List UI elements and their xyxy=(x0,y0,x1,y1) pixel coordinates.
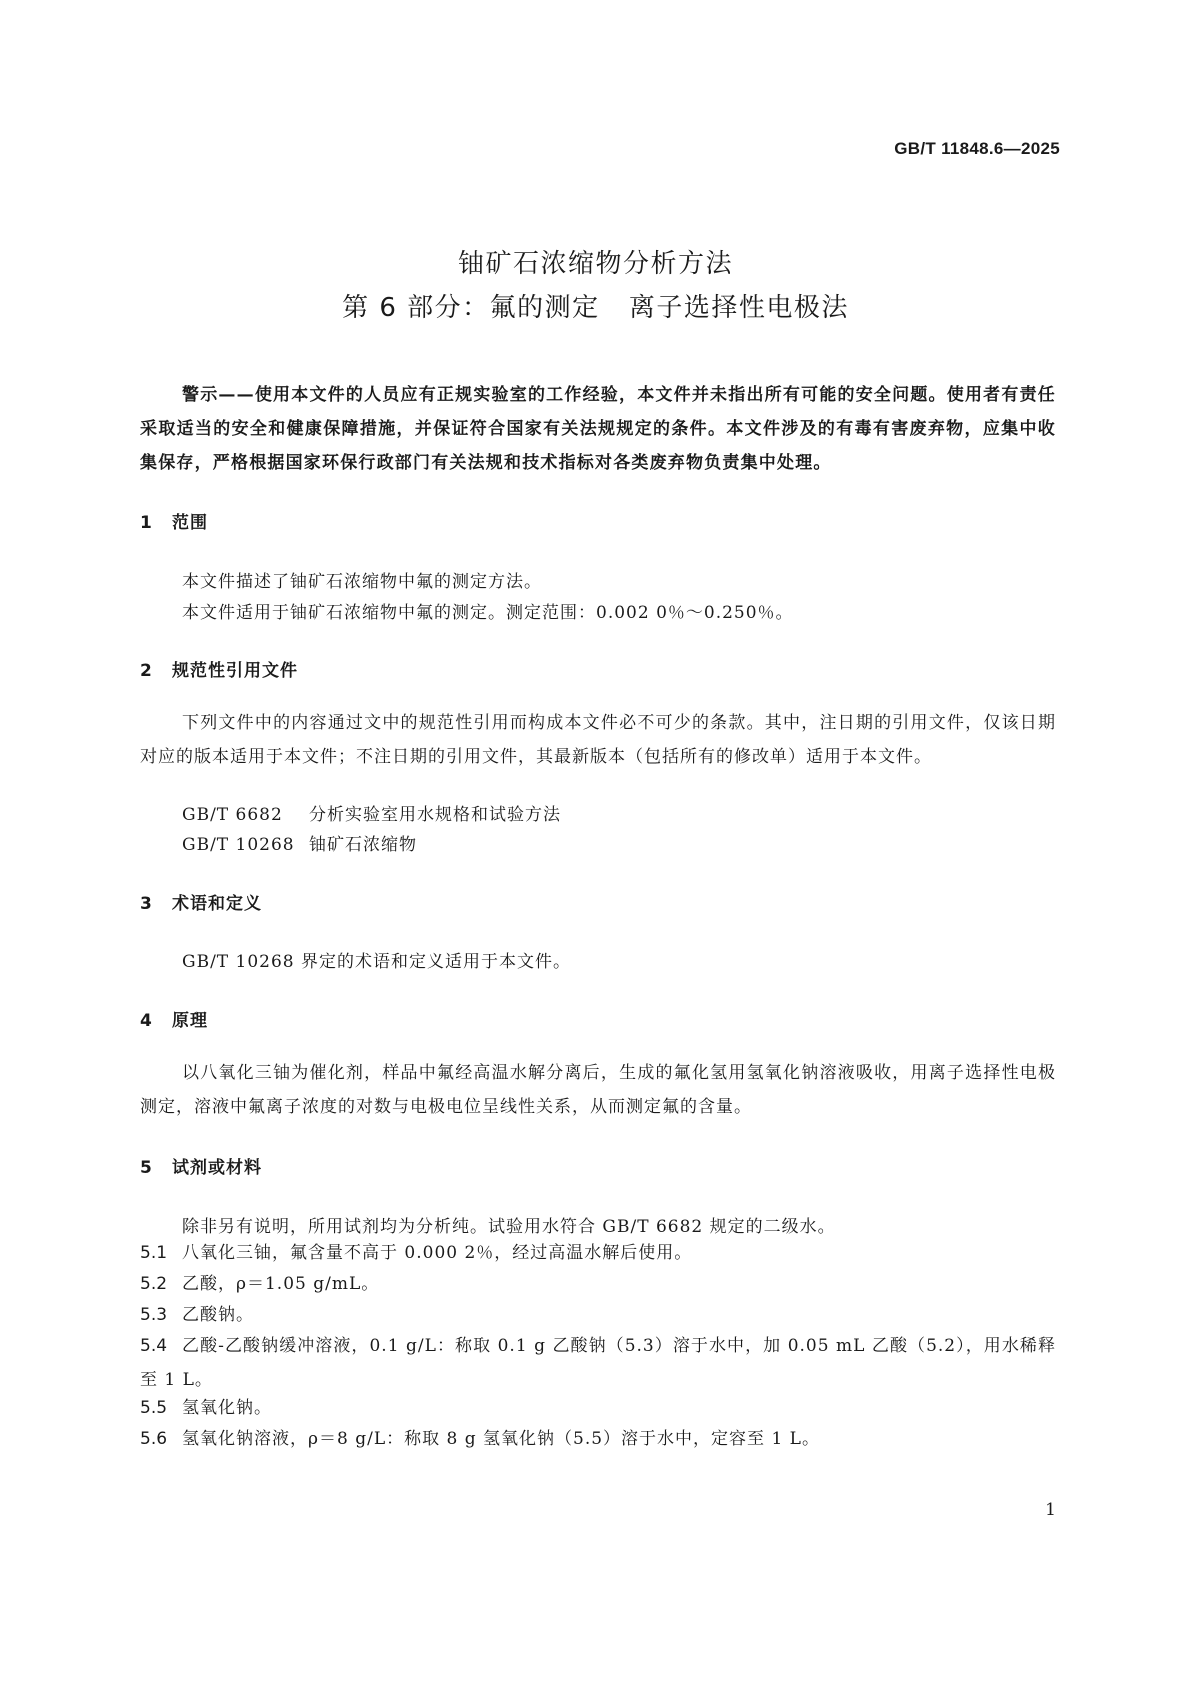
section-title: 试剂或材料 xyxy=(172,1158,262,1178)
reagent-text: 乙酸-乙酸钠缓冲溶液，0.1 g/L：称取 0.1 g 乙酸钠（5.3）溶于水中，加 0.05 mL 乙酸（5.2），用水稀释至 1 L。 xyxy=(140,1336,1056,1390)
section-number: 3 xyxy=(140,894,153,914)
section-number: 1 xyxy=(140,513,153,533)
reagent-item xyxy=(140,1298,1056,1332)
reagents-paragraph: 除非另有说明，所用试剂均为分析纯。试验用水符合 GB/T 6682 规定的二级水。 xyxy=(182,1217,836,1237)
reagent-number: 5.4 xyxy=(140,1336,168,1356)
reagent-number: 5.6 xyxy=(140,1429,168,1449)
terms-paragraph: GB/T 10268 界定的术语和定义适用于本文件。 xyxy=(182,952,572,972)
reagent-number: 5.5 xyxy=(140,1398,168,1418)
document-title-line2: 第 6 部分：氟的测定 离子选择性电极法 xyxy=(342,293,849,323)
reagent-number: 5.2 xyxy=(140,1274,168,1294)
section-heading-normative-references xyxy=(140,656,298,681)
section-heading-principle xyxy=(140,1006,208,1031)
scope-paragraph-2: 本文件适用于铀矿石浓缩物中氟的测定。测定范围：0.002 0％～0.250％。 xyxy=(182,603,794,623)
section-heading-reagents xyxy=(140,1153,262,1178)
reagent-item xyxy=(140,1329,1056,1397)
section-title: 术语和定义 xyxy=(172,894,262,914)
principle-paragraph: 以八氧化三铀为催化剂，样品中氟经高温水解分离后，生成的氟化氢用氢氧化钠溶液吸收，用离子选择性电极测定，溶液中氟离子浓度的对数与电极电位呈线性关系，从而测定氟的含量。 xyxy=(140,1063,1056,1117)
reagent-text: 八氧化三铀，氟含量不高于 0.000 2％，经过高温水解后使用。 xyxy=(182,1243,693,1263)
document-title-line1: 铀矿石浓缩物分析方法 xyxy=(457,249,733,279)
reagent-number: 5.3 xyxy=(140,1305,168,1325)
section-heading-terms xyxy=(140,889,262,914)
reagent-text: 乙酸，ρ＝1.05 g/mL。 xyxy=(182,1274,380,1294)
reagent-number: 5.1 xyxy=(140,1243,168,1263)
reference-code: GB/T 6682 xyxy=(182,805,283,825)
section-number: 2 xyxy=(140,661,153,681)
section-title: 规范性引用文件 xyxy=(172,661,298,681)
reagent-text: 氢氧化钠。 xyxy=(182,1398,272,1418)
page-number: 1 xyxy=(1045,1500,1056,1520)
reagent-item xyxy=(140,1391,1056,1425)
reference-title: 铀矿石浓缩物 xyxy=(309,835,417,855)
standard-code: GB/T 11848.6—2025 xyxy=(894,139,1060,158)
section-title: 原理 xyxy=(172,1011,208,1031)
reagent-text: 乙酸钠。 xyxy=(182,1305,254,1325)
reagent-text: 氢氧化钠溶液，ρ＝8 g/L：称取 8 g 氢氧化钠（5.5）溶于水中，定容至 1 L。 xyxy=(182,1429,820,1449)
reference-item xyxy=(182,800,561,825)
reference-code: GB/T 10268 xyxy=(182,835,295,855)
section-title: 范围 xyxy=(172,513,208,533)
scope-paragraph-1: 本文件描述了铀矿石浓缩物中氟的测定方法。 xyxy=(182,572,542,592)
references-paragraph: 下列文件中的内容通过文中的规范性引用而构成本文件必不可少的条款。其中，注日期的引用文件，仅该日期对应的版本适用于本文件；不注日期的引用文件，其最新版本（包括所有的修改单）适用于本文件。 xyxy=(140,713,1056,767)
section-number: 5 xyxy=(140,1158,153,1178)
reference-item xyxy=(182,830,417,855)
reagent-item xyxy=(140,1236,1056,1270)
section-heading-scope xyxy=(140,508,208,533)
reference-title: 分析实验室用水规格和试验方法 xyxy=(309,805,561,825)
safety-warning: 警示——使用本文件的人员应有正规实验室的工作经验，本文件并未指出所有可能的安全问题。使用者有责任采取适当的安全和健康保障措施，并保证符合国家有关法规规定的条件。本文件涉及的有毒有害废弃物，应集中收集保存，严格根据国家环保行政部门有关法规和技术指标对各类废弃物负责集中处理。 xyxy=(140,385,1056,473)
section-number: 4 xyxy=(140,1011,153,1031)
reagent-item xyxy=(140,1422,1056,1456)
reagent-item xyxy=(140,1267,1056,1301)
